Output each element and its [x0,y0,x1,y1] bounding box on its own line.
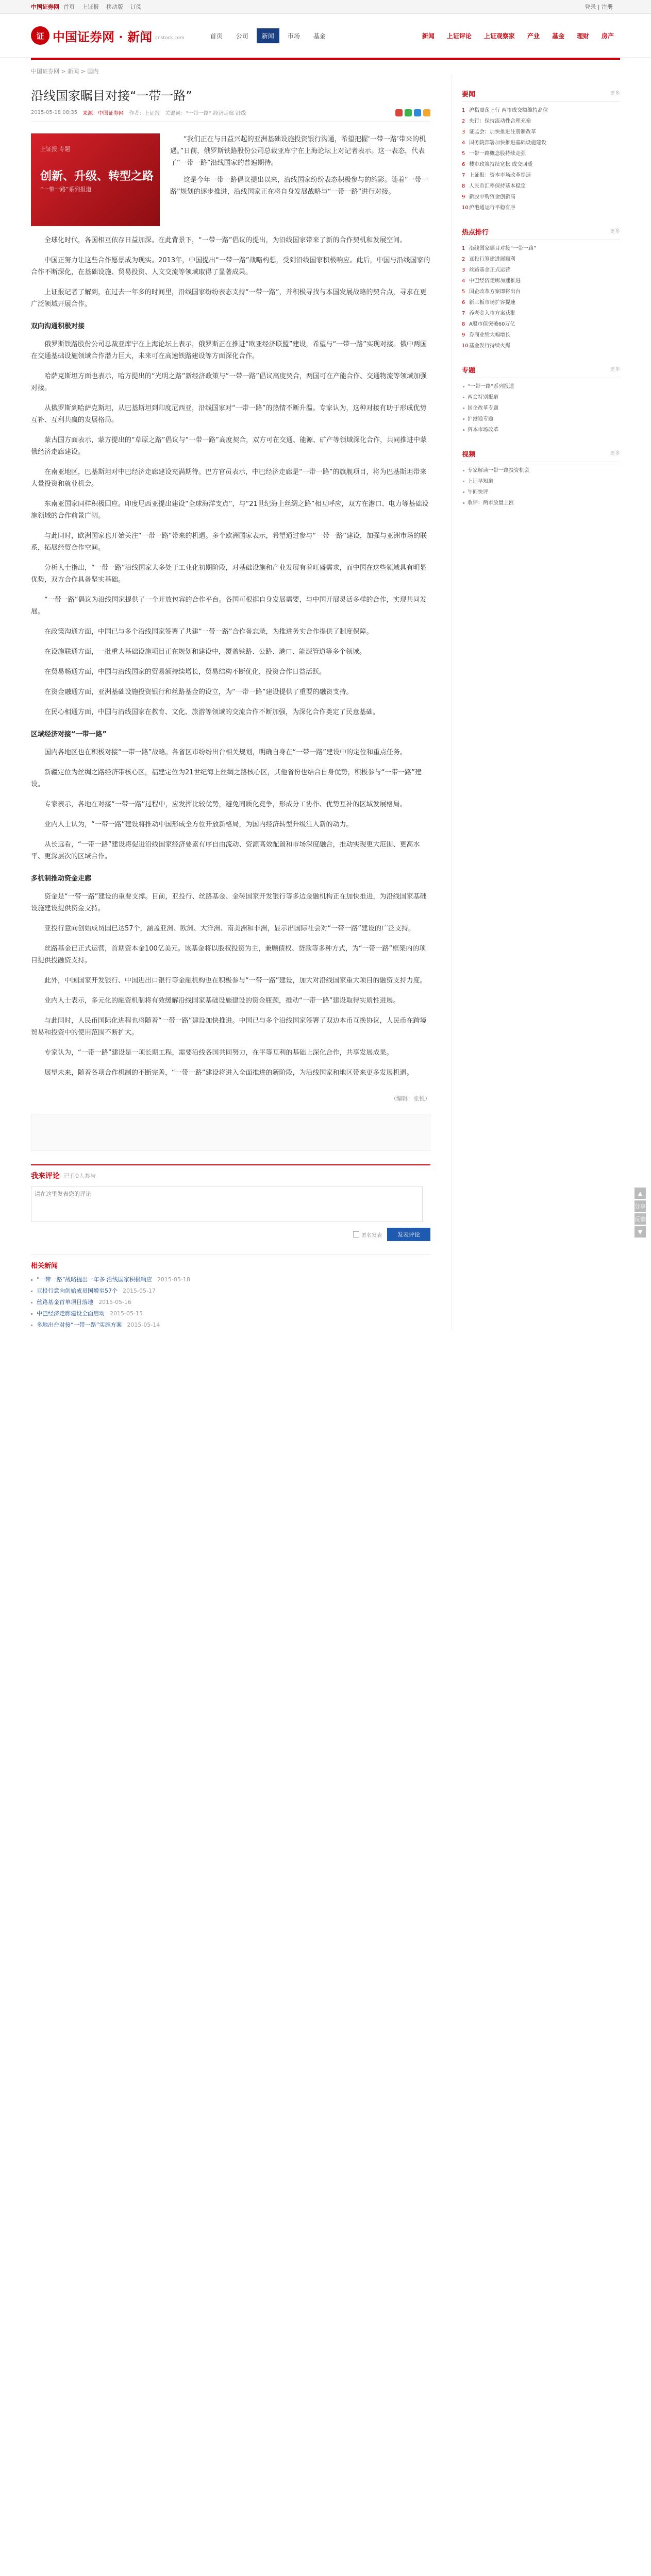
related-link[interactable]: 多地出台对接“一带一路”实施方案 [37,1321,122,1328]
article-editor: （编辑：张悦） [390,1095,430,1102]
article-paragraph: 在南亚地区，巴基斯坦对中巴经济走廊建设充满期待。巴方官员表示，中巴经济走廊是“一带一路”的旗舰项目，将为巴基斯坦带来大量投资和就业机会。 [31,468,427,488]
comment-title: 我来评论 [31,1172,60,1180]
article-paragraph: 丝路基金已正式运营，首期资本金100亿美元。该基金将以股权投资为主，兼顾债权、贷款等多种方式，为“一带一路”框架内的项目提供投融资支持。 [31,945,426,964]
channel-nav [416,28,620,43]
more-link[interactable]: 更多 [610,367,620,372]
checkbox-icon[interactable] [353,1231,359,1238]
sidebar [451,75,620,1331]
channel-news[interactable]: 新闻 [422,32,435,40]
sidebar-item[interactable]: 4 国务院部署加快推进基础设施建设 [461,140,546,146]
submit-comment-button[interactable]: 发表评论 [387,1228,430,1241]
article-paragraph: 业内人士认为，“一带一路”建设将推动中国形成全方位开放新格局，为国内经济转型升级注入新的动力。 [44,821,353,828]
article-paragraph: 资金是“一带一路”建设的重要支撑。目前，亚投行、丝路基金、金砖国家开发银行等多边金融机构正在加快推进，为沿线国家基础设施建设提供资金支持。 [31,893,427,912]
topbar-brand[interactable]: 中国证券网 [31,4,59,10]
bullet-icon [31,1325,32,1326]
article-paragraph: 从长远看，“一带一路”建设将促进沿线国家经济要素有序自由流动、资源高效配置和市场深度融合，推动实现更大范围、更高水平、更深层次的区域合作。 [31,841,420,860]
related-link[interactable]: 亚投行意向创始成员国增至57个 [37,1287,118,1294]
article-meta [31,109,430,122]
sidebar-item[interactable]: 5 国企改革方案即将出台 [461,289,521,295]
section-heading: 区域经济对接“一带一路” [31,731,107,738]
channel-finance[interactable]: 理财 [576,32,589,40]
section-heading: 多机制推动资金走廊 [31,875,92,883]
article-author: 作者：上证报 [129,111,160,116]
sidebar-section-title: 视频 [461,451,475,459]
logo-mark: 证 [31,26,49,45]
article-paragraph: 上证报记者了解到，在过去一年多的时间里，沿线国家纷纷表态支持“一带一路”，并积极寻找与本国发展战略的契合点，寻求在更广泛领域开展合作。 [31,289,427,308]
sidebar-section-title: 热点排行 [461,229,489,236]
sidebar-item[interactable]: 7 养老金入市方案获批 [461,311,515,316]
anonymous-toggle[interactable] [353,1231,382,1239]
article-paragraph: 亚投行意向创始成员国已达57个，涵盖亚洲、欧洲、大洋洲、南美洲和非洲，显示出国际社会对“一带一路”建设的广泛支持。 [44,925,415,933]
list-item[interactable] [31,1319,430,1331]
article-source[interactable]: 来源：中国证券网 [82,111,124,116]
sidebar-item[interactable]: 1 沪指震荡上行 两市成交额维持高位 [461,108,548,113]
sidebar-item[interactable]: 1 沿线国家瞩目对接“一带一路” [461,246,537,251]
sidebar-item[interactable]: 8 人民币汇率保持基本稳定 [461,183,526,189]
lead-image-headline: 创新、升级、转型之路 [40,170,154,183]
article-time: 2015-05-18 08:35 [31,110,78,115]
sidebar-item[interactable]: 2 亚投行筹建进展顺利 [461,257,515,262]
float-feedback-button[interactable]: 反馈 [635,1213,646,1225]
top-utility-bar [0,0,651,14]
bullet-icon [31,1291,32,1292]
sidebar-item[interactable]: 3 丝路基金正式运营 [461,267,510,273]
article-paragraph: 新疆定位为丝绸之路经济带核心区，福建定位为21世纪海上丝绸之路核心区，其他省份也结合自身优势，积极参与“一带一路”建设。 [31,769,422,788]
scroll-down-button[interactable]: ▼ [635,1226,646,1238]
nav-item-news[interactable]: 新闻 [257,28,279,43]
article-column [31,75,451,1331]
more-link[interactable]: 更多 [610,451,620,456]
qq-icon[interactable] [414,109,421,116]
list-item[interactable] [31,1297,430,1308]
article-paragraph: 与此同时，人民币国际化进程也将随着“一带一路”建设加快推进。中国已与多个沿线国家签署了双边本币互换协议，人民币在跨境贸易和投资中的使用范围不断扩大。 [31,1017,427,1037]
related-link[interactable]: 中巴经济走廊建设全面启动 [37,1310,105,1317]
channel-observer[interactable]: 上证观察家 [483,32,515,40]
sidebar-item[interactable]: 午间快评 [462,487,620,498]
sidebar-news [462,89,620,213]
article-title: 沿线国家瞩目对接“一带一路” [31,89,192,103]
comment-section [31,1164,430,1241]
article-paragraph: 在资金融通方面，亚洲基础设施投资银行和丝路基金的设立，为“一带一路”建设提供了重要的融资支持。 [44,688,353,696]
article-paragraph: 在政策沟通方面，中国已与多个沿线国家签署了共建“一带一路”合作备忘录，为推进务实合作提供了制度保障。 [44,628,373,636]
header-divider [31,58,620,60]
topbar-link-paper[interactable]: 上证报 [82,4,99,10]
bullet-icon [463,470,464,471]
list-item[interactable] [31,1274,430,1285]
article-paragraph: 在民心相通方面，中国与沿线国家在教育、文化、旅游等领域的交流合作不断加强，为深化合作奠定了民意基础。 [44,708,380,716]
article-paragraph: 从俄罗斯到哈萨克斯坦，从巴基斯坦到印度尼西亚，沿线国家对“一带一路”的热情不断升温。专家认为，这种对接有助于形成优势互补、互利共赢的发展格局。 [31,404,427,424]
more-link[interactable]: 更多 [610,229,620,234]
nav-item-fund[interactable]: 基金 [313,32,326,40]
comment-input[interactable] [31,1186,423,1222]
bullet-icon [463,418,464,420]
article-paragraph: 业内人士表示，多元化的融资机制将有效缓解沿线国家基础设施建设的资金瓶颈，推动“一带一路”建设取得实质性进展。 [44,997,400,1005]
related-date: 2015-05-18 [157,1276,190,1283]
float-share-button[interactable]: 分享 [635,1200,646,1212]
bullet-icon [463,429,464,431]
article-paragraph: 与此同时，欧洲国家也开始关注“一带一路”带来的机遇。多个欧洲国家表示，希望通过参与“一带一路”建设，加强与亚洲市场的联系，拓展经贸合作空间。 [31,532,427,552]
channel-fund[interactable]: 基金 [552,32,564,40]
sidebar-topics [462,365,620,435]
sidebar-item[interactable]: 9 券商业绩大幅增长 [461,332,510,338]
related-link[interactable]: 丝路基金首单项目落地 [37,1299,93,1306]
sidebar-item[interactable]: 3 证监会：加快推进注册制改革 [461,129,536,135]
list-item[interactable] [31,1308,430,1319]
lead-text [170,133,430,226]
bullet-icon [31,1313,32,1315]
channel-comment[interactable]: 上证评论 [446,32,472,40]
bullet-icon [463,492,464,493]
comment-actions [31,1228,430,1241]
sidebar-section-title: 专题 [461,367,475,375]
qzone-icon[interactable] [423,109,430,116]
article-paragraph: 中国正努力让这些合作愿景成为现实。2013年，中国提出“一带一路”战略构想，受到沿线国家积极响应。此后，中国与沿线国家的合作不断深化，在基础设施、贸易投资、人文交流等领域取得了显著成果。 [31,257,430,276]
related-date: 2015-05-16 [98,1299,131,1306]
lead-paragraph: 这是今年一带一路倡议提出以来，沿线国家纷纷表态积极参与的缩影。随着“一带一路”规划的逐步推进，沿线国家正在将自身发展战略与“一带一路”进行对接。 [170,176,428,196]
sidebar-item[interactable]: 10 基金发行持续火爆 [461,343,510,349]
sidebar-item[interactable]: 沪港通专题 [462,414,620,425]
related-link[interactable]: “一带一路”战略提出一年多 沿线国家积极响应 [37,1276,152,1283]
sidebar-item[interactable]: 专家解读一带一路投资机会 [462,465,620,476]
list-item[interactable] [31,1285,430,1297]
topbar-link-home[interactable]: 首页 [63,4,75,10]
article-paragraph: 在设施联通方面，一批重大基础设施项目正在规划和建设中，覆盖铁路、公路、港口、能源管道等多个领域。 [44,648,366,656]
sidebar-section-title: 要闻 [461,91,475,98]
sidebar-item[interactable]: 9 新股申购资金创新高 [461,194,515,200]
bullet-icon [463,386,464,387]
anonymous-label: 匿名发表 [361,1232,382,1239]
bullet-icon [463,408,464,409]
sidebar-item[interactable]: 6 新三板市场扩容提速 [461,300,515,306]
nav-item-market[interactable]: 市场 [287,32,300,40]
bullet-icon [463,502,464,504]
article-paragraph: 国内各地区也在积极对接“一带一路”战略。各省区市纷纷出台相关规划，明确自身在“一带一路”建设中的定位和重点任务。 [44,749,407,756]
related-news [31,1255,430,1331]
sidebar-item[interactable]: 6 楼市政策持续宽松 成交回暖 [461,162,533,167]
sidebar-item[interactable]: 收评：两市放量上涨 [462,498,620,509]
article-paragraph: 专家认为，“一带一路”建设是一项长期工程，需要沿线各国共同努力，在平等互利的基础上深化合作，共享发展成果。 [44,1049,393,1057]
back-to-top-button[interactable]: ▲ [635,1188,646,1199]
primary-nav [205,28,334,43]
article-paragraph: 全球化时代，各国相互依存日益加深。在此背景下，“一带一路”倡议的提出，为沿线国家带来了新的合作契机和发展空间。 [44,236,407,244]
article-paragraph: 分析人士指出，“一带一路”沿线国家大多处于工业化初期阶段，对基础设施和产业发展有着旺盛需求，而中国在这些领域具有明显优势，双方合作具备坚实基础。 [31,564,427,584]
ad-banner[interactable] [31,1114,430,1151]
logo-name: 中国证券网 · 新闻 [53,29,153,44]
sidebar-item[interactable]: 上证早知道 [462,476,620,487]
comment-count: 已有0人参与 [64,1173,96,1179]
sidebar-item[interactable]: 2 央行：保持流动性合理充裕 [461,118,531,124]
article-body [31,234,430,1103]
article-paragraph: 蒙古国方面表示，蒙方提出的“草原之路”倡议与“一带一路”高度契合，双方可在交通、能源、矿产等领域深化合作，共同推进中蒙俄经济走廊建设。 [31,436,427,456]
breadcrumb[interactable]: 中国证券网 > 新闻 > 国内 [31,68,99,75]
sidebar-item[interactable]: 资本市场改革 [462,425,620,435]
weibo-icon[interactable] [395,109,403,116]
article-paragraph: 哈萨克斯坦方面也表示，哈方提出的“光明之路”新经济政策与“一带一路”倡议高度契合，两国可在产能合作、交通物流等领域加强对接。 [31,372,427,392]
share-icons [393,109,430,116]
related-date: 2015-05-17 [123,1287,156,1294]
sidebar-item[interactable]: 国企改革专题 [462,403,620,414]
article-paragraph: 展望未来，随着各项合作机制的不断完善，“一带一路”建设将进入全面推进的新阶段，为沿线国家和地区带来更多发展机遇。 [44,1069,413,1077]
section-heading: 双向沟通积极对接 [31,323,85,330]
article-tags: 关键词：“一带一路” 经济走廊 沿线 [165,111,246,116]
bullet-icon [463,397,464,398]
site-logo[interactable] [31,26,185,45]
topbar-link-mobile[interactable]: 移动版 [106,4,123,10]
article-paragraph: 此外，中国国家开发银行、中国进出口银行等金融机构也在积极参与“一带一路”建设，加大对沿线国家重大项目的融资支持力度。 [44,977,427,985]
lead-image-small: 上证报 专题 [40,146,71,152]
related-date: 2015-05-15 [110,1310,143,1317]
article-paragraph: 东南亚国家同样积极回应。印度尼西亚提出建设“全球海洋支点”，与“21世纪海上丝绸之路”相互呼应，双方在港口、电力等基础设施领域的合作前景广阔。 [31,500,429,520]
page-body [31,75,620,1331]
topbar-link-subscribe[interactable]: 订阅 [130,4,142,10]
bullet-icon [31,1279,32,1281]
lead-paragraph: “我们正在与日益兴起的亚洲基础设施投资银行沟通，希望把握‘一带一路’带来的机遇。”日前，俄罗斯铁路股份公司总裁亚库宁在上海论坛上对记者表示。这一表态，代表了“一带一路”沿线国家的普遍期待。 [170,135,426,167]
sidebar-item[interactable]: 5 一带一路概念股持续走强 [461,151,526,157]
more-link[interactable]: 更多 [610,91,620,96]
sidebar-item[interactable]: “一带一路”系列报道 [462,381,620,392]
topbar-login[interactable]: 登录 | 注册 [585,4,613,10]
site-header [0,14,651,58]
article-paragraph: “一带一路”倡议为沿线国家提供了一个开放包容的合作平台。各国可根据自身发展需要，与中国开展灵活多样的合作，实现共同发展。 [31,596,427,616]
sidebar-item[interactable]: 10 沪港通运行平稳有序 [461,205,515,211]
floating-toolbar [635,1188,646,1239]
related-date: 2015-05-14 [127,1321,160,1328]
article-paragraph: 在贸易畅通方面，中国与沿线国家的贸易额持续增长，贸易结构不断优化，投资合作日益活跃。 [44,668,326,676]
sidebar-item[interactable]: 4 中巴经济走廊加速推进 [461,278,521,284]
bullet-icon [31,1302,32,1303]
channel-industry[interactable]: 产业 [527,32,540,40]
sidebar-item[interactable]: 两会特别报道 [462,392,620,403]
lead-image-caption: “一带一路”系列报道 [40,186,92,193]
sidebar-item[interactable]: 7 上证报：资本市场改革提速 [461,173,531,178]
article-paragraph: 专家表示，各地在对接“一带一路”过程中，应发挥比较优势，避免同质化竞争，形成分工协作、优势互补的区域发展格局。 [44,801,407,808]
wechat-icon[interactable] [405,109,412,116]
sidebar-hot [462,227,620,351]
sidebar-video [462,449,620,509]
related-title: 相关新闻 [31,1262,58,1270]
nav-item-company[interactable]: 公司 [236,32,248,40]
logo-sub: cnstock.com [155,36,185,41]
article-lead [31,133,430,226]
bullet-icon [463,481,464,482]
comment-header [31,1171,430,1181]
sidebar-item[interactable]: 8 A股市值突破60万亿 [461,321,515,327]
channel-house[interactable]: 房产 [601,32,614,40]
lead-image [31,133,160,226]
article-paragraph: 俄罗斯铁路股份公司总裁亚库宁在上海论坛上表示，俄罗斯正在推进“欧亚经济联盟”建设，希望与“一带一路”实现对接。俄中两国在交通基础设施领域合作潜力巨大，未来可在高速铁路建设等方面深化合作。 [31,341,427,360]
nav-item-home[interactable]: 首页 [210,32,223,40]
